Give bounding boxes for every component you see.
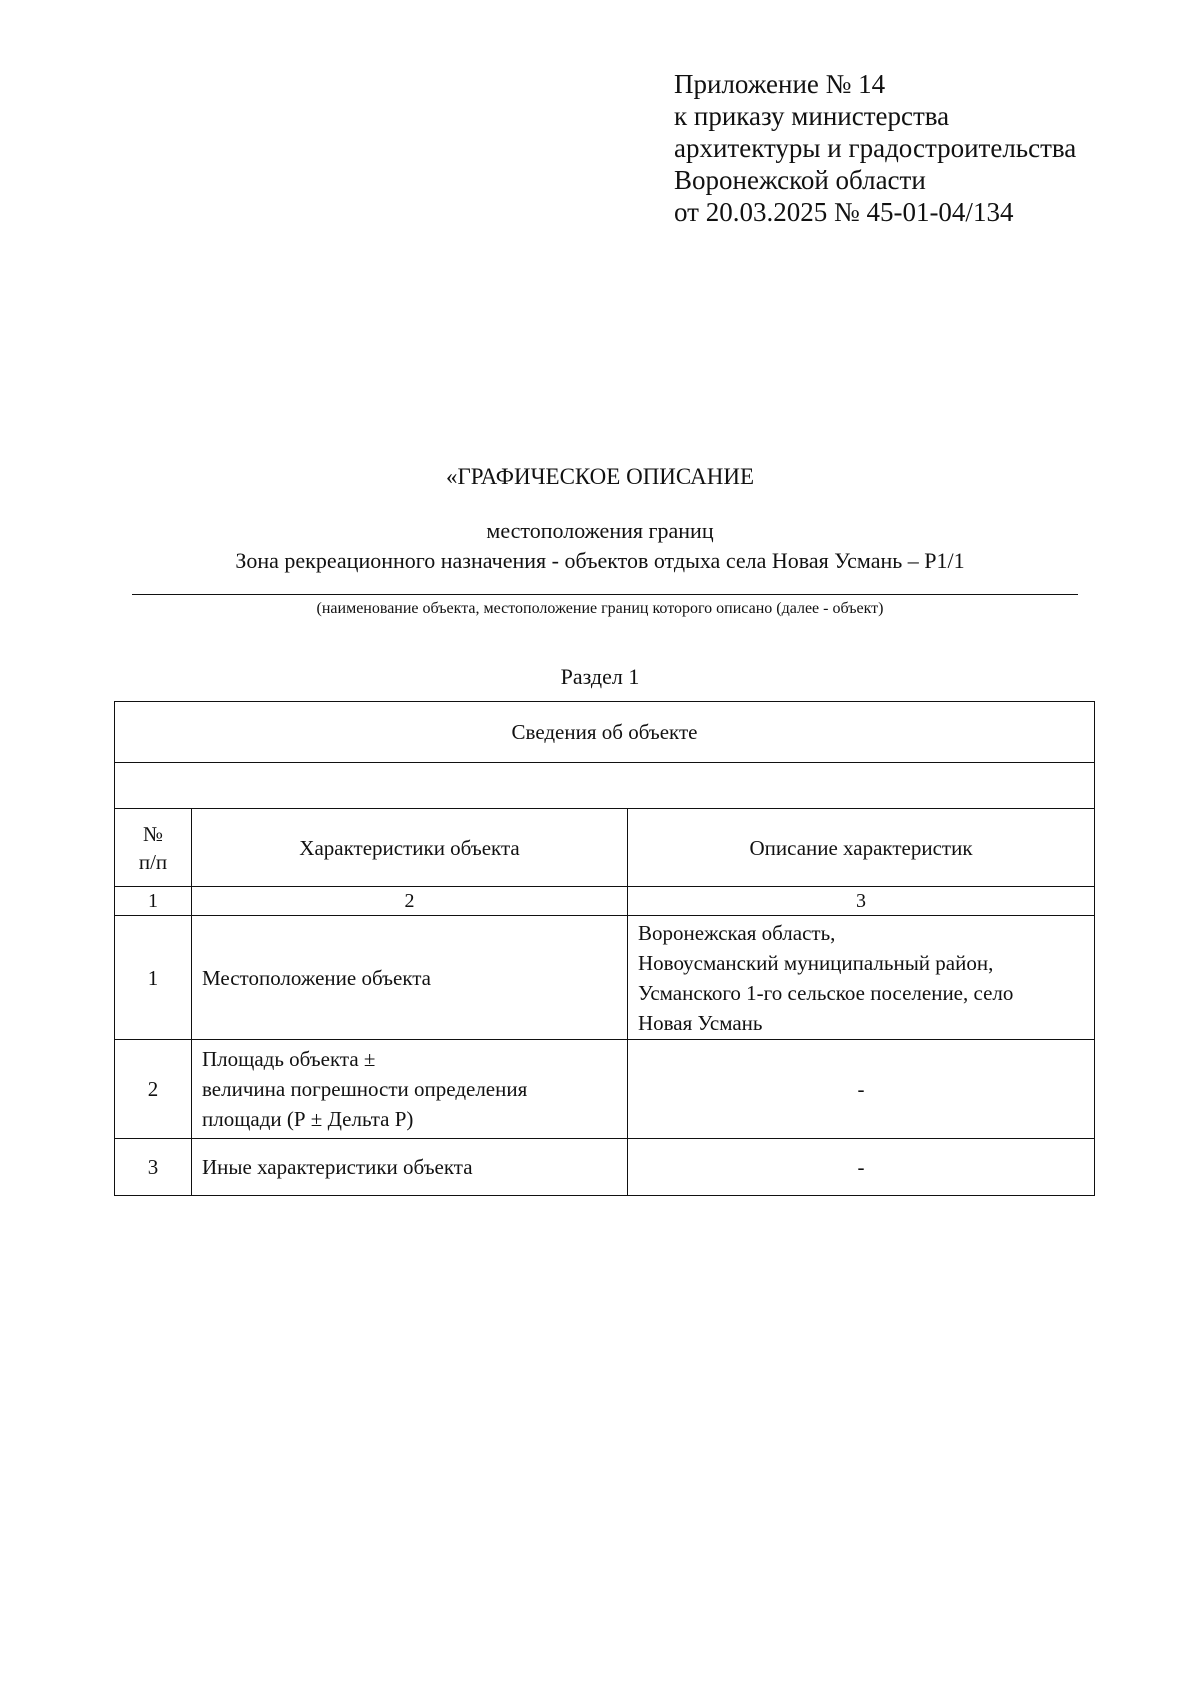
row-number: 2 xyxy=(115,1040,192,1139)
table-empty-row xyxy=(115,763,1095,809)
characteristic-line: Площадь объекта ± xyxy=(202,1047,376,1071)
subtitle-line: местоположения границ xyxy=(486,518,714,543)
description-line: Новая Усмань xyxy=(638,1010,763,1035)
column-number: 3 xyxy=(628,887,1095,916)
description-line: Усманского 1-го сельское поселение, село xyxy=(638,980,1014,1005)
table-column-header-row xyxy=(115,809,1095,887)
row-description: - xyxy=(628,1139,1095,1196)
column-header-number xyxy=(115,809,192,887)
row-characteristic: Местоположение объекта xyxy=(192,916,628,1040)
section-label: Раздел 1 xyxy=(560,664,640,689)
row-description: - xyxy=(628,1040,1095,1139)
column-header-number-line: № xyxy=(142,821,164,846)
table-row xyxy=(115,916,1095,1040)
row-number: 1 xyxy=(115,916,192,1040)
name-caption: (наименование объекта, местоположение границ которого описано (далее - объект) xyxy=(316,600,884,617)
name-underline xyxy=(132,594,1078,595)
characteristic-line: площади (Р ± Дельта Р) xyxy=(202,1107,414,1131)
table-heading: Сведения об объекте xyxy=(115,702,1095,763)
table-heading-row xyxy=(115,702,1095,763)
subtitle-line: Зона рекреационного назначения - объектов отдыха села Новая Усмань – Р1/1 xyxy=(235,548,965,573)
characteristic-line: величина погрешности определения xyxy=(202,1077,528,1101)
row-characteristic: Иные характеристики объекта xyxy=(192,1139,628,1196)
document-subtitle xyxy=(0,516,1200,576)
table-empty-cell xyxy=(115,763,1095,809)
column-header-description: Описание характеристик xyxy=(628,809,1095,887)
object-info-table xyxy=(114,701,1095,1196)
column-number: 1 xyxy=(115,887,192,916)
appendix-line: от 20.03.2025 № 45-01-04/134 xyxy=(674,197,1014,227)
row-characteristic xyxy=(192,1040,628,1139)
description-line: Новоусманский муниципальный район, xyxy=(638,950,994,975)
table-row xyxy=(115,1040,1095,1139)
row-number: 3 xyxy=(115,1139,192,1196)
table-column-number-row xyxy=(115,887,1095,916)
appendix-line: Воронежской области xyxy=(674,165,926,195)
appendix-line: к приказу министерства xyxy=(674,101,950,131)
document-title: «ГРАФИЧЕСКОЕ ОПИСАНИЕ xyxy=(445,464,754,489)
appendix-block xyxy=(674,68,1076,228)
row-description xyxy=(628,916,1095,1040)
table-row xyxy=(115,1139,1095,1196)
column-header-characteristic: Характеристики объекта xyxy=(192,809,628,887)
appendix-line: архитектуры и градостроительства xyxy=(674,133,1077,163)
column-header-number-line: п/п xyxy=(138,849,168,874)
description-line: Воронежская область, xyxy=(638,920,836,945)
column-number: 2 xyxy=(192,887,628,916)
appendix-line: Приложение № 14 xyxy=(674,69,886,99)
